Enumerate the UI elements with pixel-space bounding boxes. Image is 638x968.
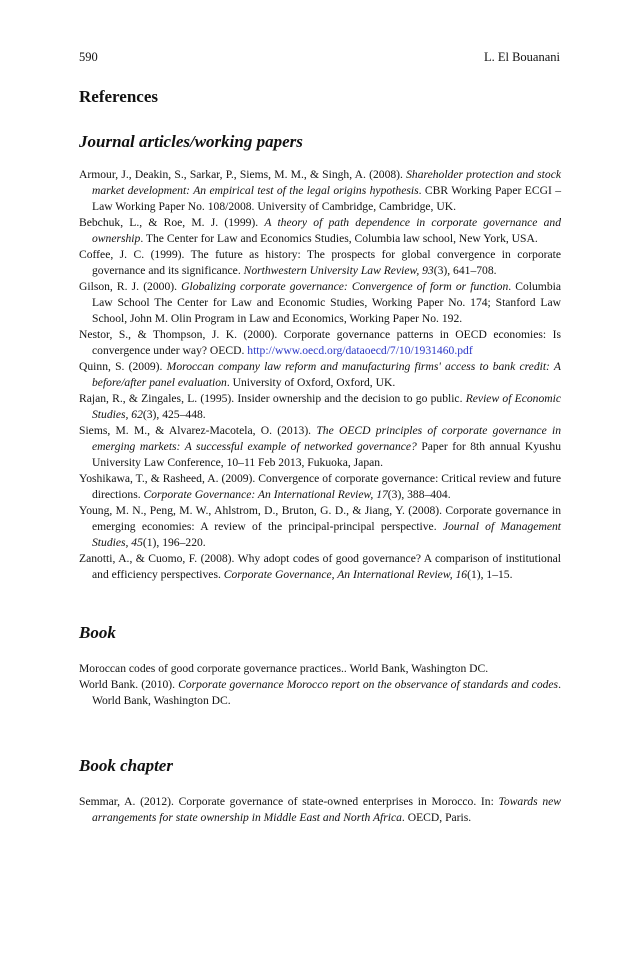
reference-entry: [79, 167, 561, 215]
reference-text: . OECD, Paris.: [401, 811, 472, 824]
reference-entry: [79, 327, 561, 359]
reference-title-italic: Review of Economic Studies, 62: [92, 392, 561, 421]
reference-text: Gilson, R. J. (2000).: [79, 280, 182, 293]
reference-text: Young, M. N., Peng, M. W., Ahlstrom, D., Bruton, G. D., & Jiang, Y. (2008). Corporate governance in emerging economies: A review of the principal-principal perspective.: [79, 504, 561, 533]
reference-title-italic: Globalizing corporate governance: Convergence of form or function: [181, 280, 509, 293]
reference-entry: [79, 677, 561, 709]
reference-title-italic: Corporate governance Morocco report on the observance of standards and codes: [178, 678, 559, 691]
reference-text: Semmar, A. (2012). Corporate governance of state-owned enterprises in Morocco. In:: [79, 795, 499, 808]
reference-title-italic: Corporate Governance: An International Review, 17: [143, 488, 388, 501]
reference-text: . CBR Working Paper ECGI – Law Working Paper No. 108/2008. University of Cambridge, Cambridge, UK.: [92, 184, 561, 213]
reference-text: . Columbia Law School The Center for Law and Economic Studies, Working Paper No. 174; Stanford Law School, John M. Olin Program in Law and Economics, Working Paper No. 192.: [92, 280, 561, 325]
book-section-heading: Book: [79, 623, 116, 642]
running-head: [79, 49, 560, 65]
reference-text: (1), 1–15.: [467, 568, 513, 581]
reference-text: World Bank. (2010).: [79, 678, 179, 691]
reference-text: Zanotti, A., & Cuomo, F. (2008). Why adopt codes of good governance? A comparison of institutional and efficiency perspectives.: [79, 552, 561, 581]
reference-title-italic: Northwestern University Law Review, 93: [243, 264, 434, 277]
reference-text: . The Center for Law and Economics Studies, Columbia law school, New York, USA.: [140, 232, 538, 245]
reference-entry: [79, 215, 561, 247]
reference-text: . University of Oxford, Oxford, UK.: [226, 376, 396, 389]
reference-title-italic: Journal of Management Studies, 45: [92, 520, 561, 549]
journal-reference-list: [79, 167, 561, 583]
reference-entry: [79, 423, 561, 471]
reference-entry: [79, 359, 561, 391]
reference-title-italic: Towards new arrangements for state ownership in Middle East and North Africa: [92, 795, 561, 824]
reference-title-italic: The OECD principles of corporate governance in emerging markets: A successful example of networked governance?: [92, 424, 561, 453]
reference-entry: [79, 471, 561, 503]
reference-text: (3), 641–708.: [433, 264, 497, 277]
reference-title-italic: Corporate Governance, An International Review, 16: [223, 568, 468, 581]
references-heading: References: [79, 87, 158, 106]
reference-entry: [79, 503, 561, 551]
reference-url-link[interactable]: http://www.oecd.org/dataoecd/7/10/1931460.pdf: [247, 344, 473, 357]
book-chapter-reference-list: [79, 794, 561, 826]
reference-text: Armour, J., Deakin, S., Sarkar, P., Siems, M. M., & Singh, A. (2008).: [79, 168, 407, 181]
reference-entry: [79, 247, 561, 279]
reference-text: Bebchuk, L., & Roe, M. J. (1999).: [79, 216, 265, 229]
reference-text: Rajan, R., & Zingales, L. (1995). Insider ownership and the decision to go public.: [79, 392, 466, 405]
book-reference-list: [79, 661, 561, 709]
reference-title-italic: A theory of path dependence in corporate governance and ownership: [92, 216, 562, 245]
reference-text: Quinn, S. (2009).: [79, 360, 167, 373]
reference-text: Siems, M. M., & Alvarez-Macotela, O. (2013).: [79, 424, 317, 437]
reference-text: . World Bank, Washington DC.: [92, 678, 561, 707]
reference-text: Coffee, J. C. (1999). The future as history: The prospects for global convergence in corporate governance and its significance.: [79, 248, 561, 277]
reference-text: (3), 388–404.: [387, 488, 451, 501]
reference-text: (1), 196–220.: [142, 536, 206, 549]
reference-text: Moroccan codes of good corporate governance practices.. World Bank, Washington DC.: [79, 662, 489, 675]
reference-text: (3), 425–448.: [142, 408, 206, 421]
reference-entry: [79, 551, 561, 583]
reference-entry: [79, 794, 561, 826]
book-chapter-section-heading: Book chapter: [79, 756, 173, 775]
page-number: 590: [79, 50, 98, 64]
reference-title-italic: Shareholder protection and stock market development: An empirical test of the legal origins hypothesis: [92, 168, 561, 197]
reference-entry: [79, 661, 561, 677]
reference-entry: [79, 391, 561, 423]
reference-text: Paper for 8th annual Kyushu University Law Conference, 10–11 Feb 2013, Fukuoka, Japan.: [92, 440, 561, 469]
reference-title-italic: Moroccan company law reform and manufacturing firms' access to bank credit: A before/after panel evaluation: [92, 360, 561, 389]
journal-section-heading: Journal articles/working papers: [79, 132, 303, 151]
reference-entry: [79, 279, 561, 327]
reference-text: Nestor, S., & Thompson, J. K. (2000). Corporate governance patterns in OECD economies: Is convergence under way? OECD.: [79, 328, 561, 357]
running-head-author: L. El Bouanani: [483, 50, 560, 64]
reference-text: Yoshikawa, T., & Rasheed, A. (2009). Convergence of corporate governance: Critical review and future directions.: [79, 472, 561, 501]
